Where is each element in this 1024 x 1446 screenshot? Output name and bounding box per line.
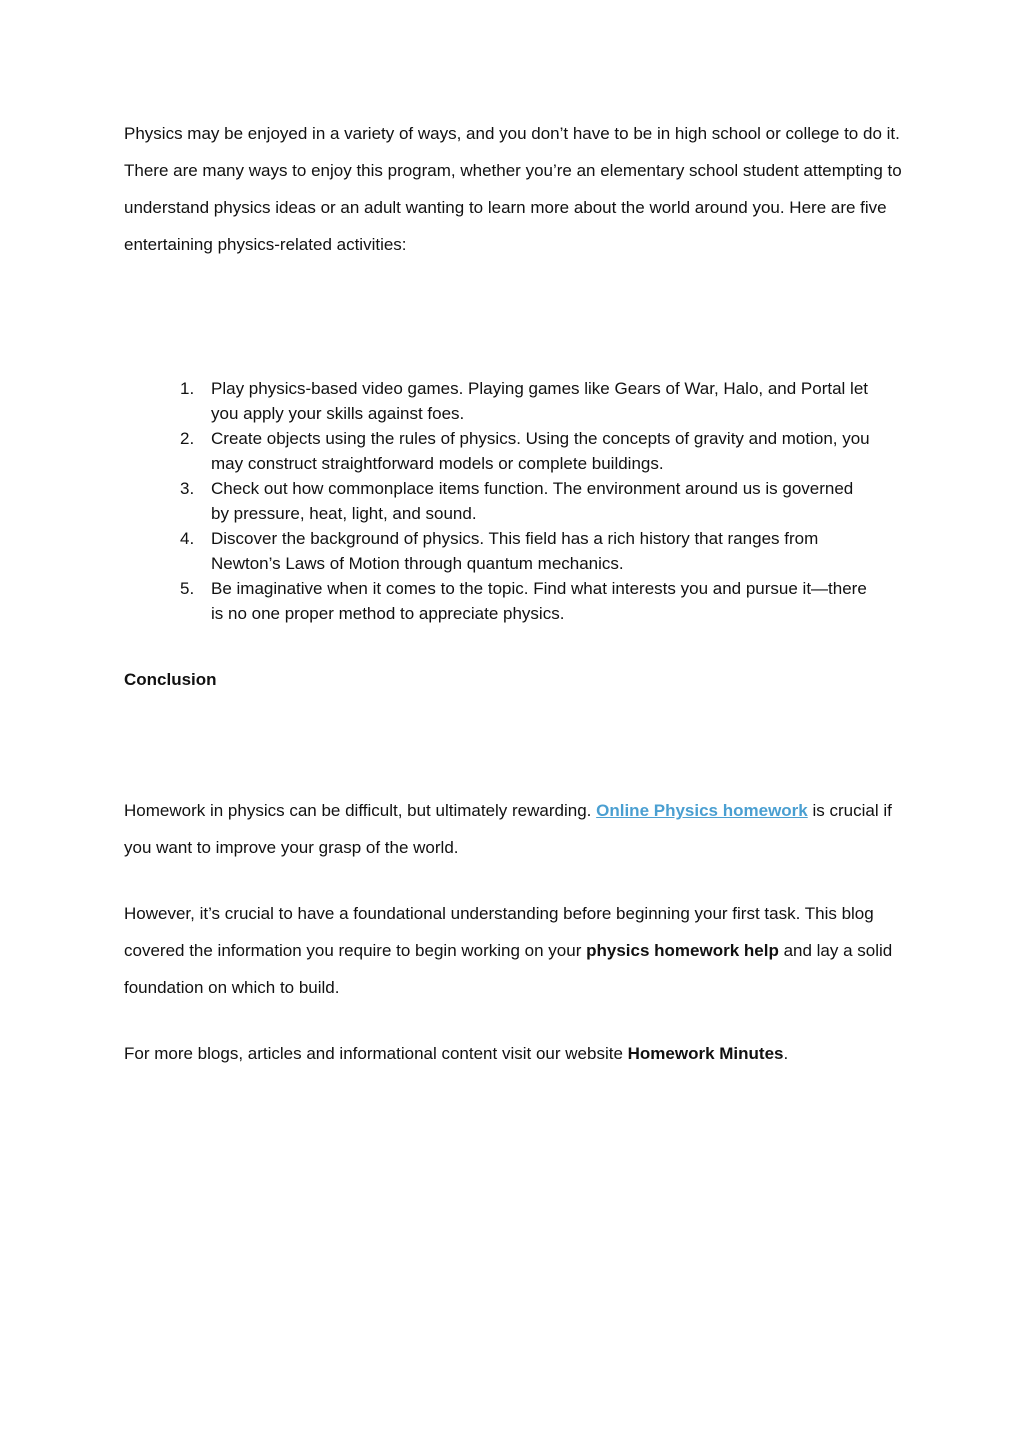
conclusion-paragraph-2 [124, 895, 904, 1006]
activities-list [174, 376, 874, 626]
list-item-text: Play physics-based video games. Playing games like Gears of War, Halo, and Portal let you apply your skills against foes. [211, 379, 869, 423]
list-item [174, 476, 874, 526]
list-item-text: Discover the background of physics. This field has a rich history that ranges from Newton’s Laws of Motion through quantum mechanics. [211, 529, 819, 573]
list-item [174, 376, 874, 426]
intro-paragraph: Physics may be enjoyed in a variety of ways, and you don’t have to be in high school or college to do it. There are many ways to enjoy this program, whether you’re an elementary school student attempting to understand physics ideas or an adult wanting to learn more about the world around you. Here are five entertaining physics-related activities: [124, 124, 902, 254]
list-item-number: 4. [180, 529, 195, 548]
list-item-number: 2. [180, 429, 195, 448]
list-item [174, 576, 874, 626]
list-item-text: Create objects using the rules of physics. Using the concepts of gravity and motion, you may construct straightforward models or complete buildings. [211, 429, 870, 473]
conclusion-text: . [783, 1044, 789, 1063]
conclusion-text: and lay a solid foundation on which to build. [124, 941, 893, 997]
list-item-text: Be imaginative when it comes to the topic. Find what interests you and pursue it—there is no one proper method to appreciate physics. [211, 579, 867, 623]
conclusion-paragraph-3 [124, 1035, 904, 1072]
conclusion-text: However, it’s crucial to have a foundational understanding before beginning your first task. This blog covered the information you require to begin working on your [124, 904, 874, 960]
list-item-text: Check out how commonplace items function. The environment around us is governed by pressure, heat, light, and sound. [211, 479, 854, 523]
website-name: Homework Minutes [627, 1044, 784, 1063]
conclusion-heading: Conclusion [124, 670, 217, 689]
list-item-number: 3. [180, 479, 195, 498]
list-item-number: 5. [180, 579, 195, 598]
conclusion-text: is crucial if you want to improve your grasp of the world. [124, 801, 892, 857]
online-physics-homework-link[interactable]: Online Physics homework [596, 801, 808, 820]
conclusion-paragraph-1 [124, 792, 904, 866]
list-item-number: 1. [180, 379, 195, 398]
list-item [174, 526, 874, 576]
list-item [174, 426, 874, 476]
conclusion-text: For more blogs, articles and informational content visit our website [124, 1044, 628, 1063]
conclusion-text: Homework in physics can be difficult, but ultimately rewarding. [124, 801, 597, 820]
bold-keyword: physics homework help [586, 941, 779, 960]
